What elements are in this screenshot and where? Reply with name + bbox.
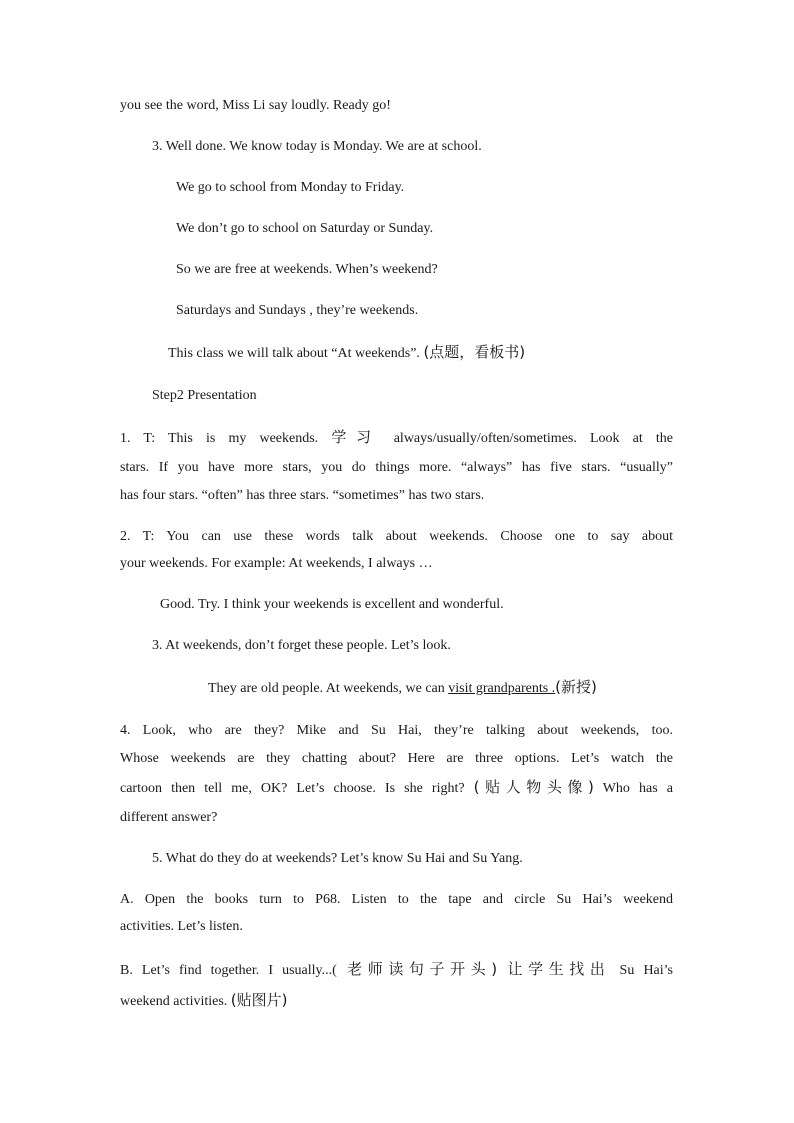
text-segment: Who has a: [593, 781, 673, 796]
text-line: Good. Try. I think your weekends is excellent and wonderful.: [160, 597, 504, 612]
text-segment: always/usually/often/sometimes. Look at the: [380, 431, 673, 446]
text-line: Saturdays and Sundays , they’re weekends.: [176, 303, 419, 318]
text-segment: weekend activities.: [120, 994, 231, 1009]
text-segment: This class we will talk about “At weekends”.: [168, 346, 424, 361]
text-line: So we are free at weekends. When’s weekend?: [176, 262, 438, 277]
text-line: [120, 428, 673, 448]
text-line: A. Open the books turn to P68. Listen to the tape and circle Su Hai’s weekend: [120, 892, 673, 907]
text-segment: cartoon then tell me, OK? Let’s choose. Is she right?: [120, 781, 474, 796]
underlined-phrase: visit grandparents .: [448, 681, 556, 696]
chinese-note: (点题，看板书): [423, 343, 526, 361]
text-segment: 1. T: This is my weekends.: [120, 431, 332, 446]
text-segment: They are old people. At weekends, we can: [208, 681, 449, 696]
text-line: stars. If you have more stars, you do things more. “always” has five stars. “usually”: [120, 460, 673, 475]
chinese-note: 老师读句子开头) 让学生找出: [336, 960, 611, 978]
text-line: [120, 960, 673, 980]
text-line: We go to school from Monday to Friday.: [176, 180, 405, 195]
text-line: Whose weekends are they chatting about? Here are three options. Let’s watch the: [120, 751, 673, 766]
text-line: [120, 778, 673, 798]
section-heading: Step2 Presentation: [152, 388, 257, 403]
chinese-note: (贴图片): [230, 991, 288, 1009]
chinese-note: (贴人物头像): [473, 778, 594, 796]
text-line: [168, 343, 525, 363]
text-line: [120, 991, 288, 1011]
text-line: We don’t go to school on Saturday or Sunday.: [176, 221, 434, 236]
chinese-note: (新授): [555, 678, 597, 696]
text-segment: Su Hai’s: [610, 963, 673, 978]
chinese-note: 学习: [331, 428, 381, 446]
text-line: 4. Look, who are they? Mike and Su Hai, they’re talking about weekends, too.: [120, 723, 673, 738]
text-line: [208, 678, 597, 698]
text-line: 3. At weekends, don’t forget these people. Let’s look.: [152, 638, 451, 653]
text-line: you see the word, Miss Li say loudly. Ready go!: [120, 98, 391, 113]
text-line: different answer?: [120, 810, 218, 825]
text-segment: B. Let’s find together. I usually...(: [120, 963, 337, 978]
text-line: 5. What do they do at weekends? Let’s know Su Hai and Su Yang.: [152, 851, 523, 866]
text-line: 2. T: You can use these words talk about weekends. Choose one to say about: [120, 529, 673, 544]
text-line: has four stars. “often” has three stars. “sometimes” has two stars.: [120, 488, 485, 503]
text-line: 3. Well done. We know today is Monday. We are at school.: [152, 139, 482, 154]
text-line: activities. Let’s listen.: [120, 919, 243, 934]
text-line: your weekends. For example: At weekends, I always …: [120, 556, 433, 571]
